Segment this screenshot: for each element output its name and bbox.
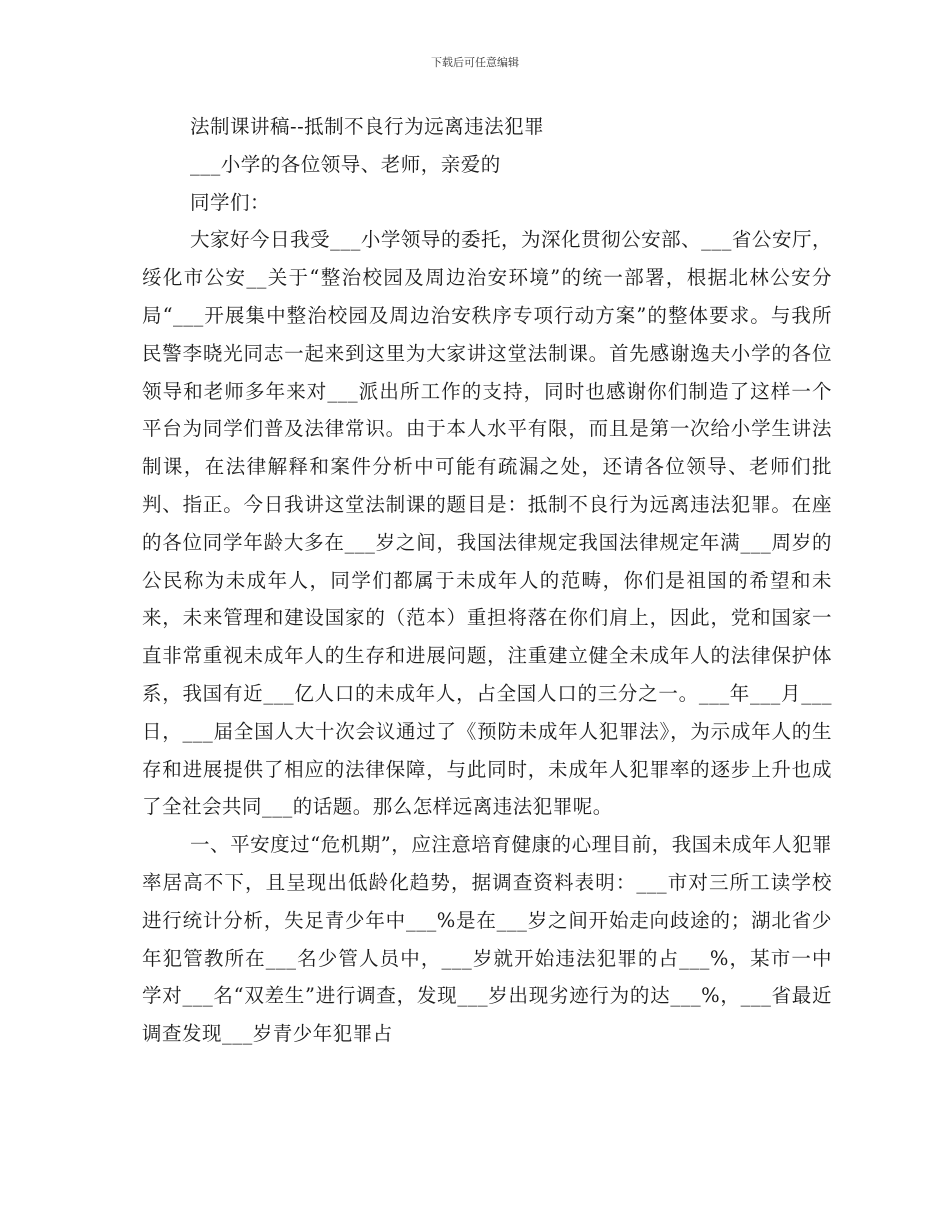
document-title: 法制课讲稿--抵制不良行为远离违法犯罪 bbox=[190, 115, 545, 138]
paragraph-1: 大家好今日我受___小学领导的委托，为深化贯彻公安部、___省公安厅，绥化市公安__关于“整治校园及周边治安环境”的统一部署，根据北林公安分局“___开展集中整治校园及周边治安秩序专项行动方案”的整体要求。与我所民警李晓光同志一起来到这里为大家讲这堂法制课。首先感谢逸夫小学的各位领导和老师多年来对___派出所工作的支持，同时也感谢你们制造了这样一个平台为同学们普及法律常识。由于本人水平有限，而且是第一次给小学生讲法制课，在法律解释和案件分析中可能有疏漏之处，还请各位领导、老师们批判、指正。今日我讲这堂法制课的题目是：抵制不良行为远离违法犯罪。在座的各位同学年龄大多在___岁之间，我国法律规定我国法律规定年满___周岁的公民称为未成年人，同学们都属于未成年人的范畴，你们是祖国的希望和未来，未来管理和建设国家的（范本）重担将落在你们肩上，因此，党和国家一直非常重视未成年人的生存和进展问题，注重建立健全未成年人的法律保护体系，我国有近___亿人口的未成年人，占全国人口的三分之一。___年___月___日，___届全国人大十次会议通过了《预防未成年人犯罪法》，为示成年人的生存和进展提供了相应的法律保障，与此同时，未成年人犯罪率的逐步上升也成了全社会共同___的话题。那么怎样远离违法犯罪呢。 bbox=[142, 228, 832, 819]
salutation-line-2: 同学们： bbox=[190, 190, 271, 214]
page-header-note: 下载后可任意编辑 bbox=[431, 56, 519, 69]
salutation-line-1: ___小学的各位领导、老师，亲爱的 bbox=[190, 152, 501, 176]
paragraph-2: 一、平安度过“危机期”，应注意培育健康的心理目前，我国未成年人犯罪率居高不下，且呈现出低龄化趋势，据调查资料表明：___市对三所工读学校进行统计分析，失足青少年中___%是在___岁之间开始走向歧途的；湖北省少年犯管教所在___名少管人员中，___岁就开始违法犯罪的占___%，某市一中学对___名“双差生”进行调查，发现___岁出现劣迹行为的达___%，___省最近调查发现___岁青少年犯罪占 bbox=[142, 833, 832, 1046]
document-body bbox=[142, 108, 832, 1053]
